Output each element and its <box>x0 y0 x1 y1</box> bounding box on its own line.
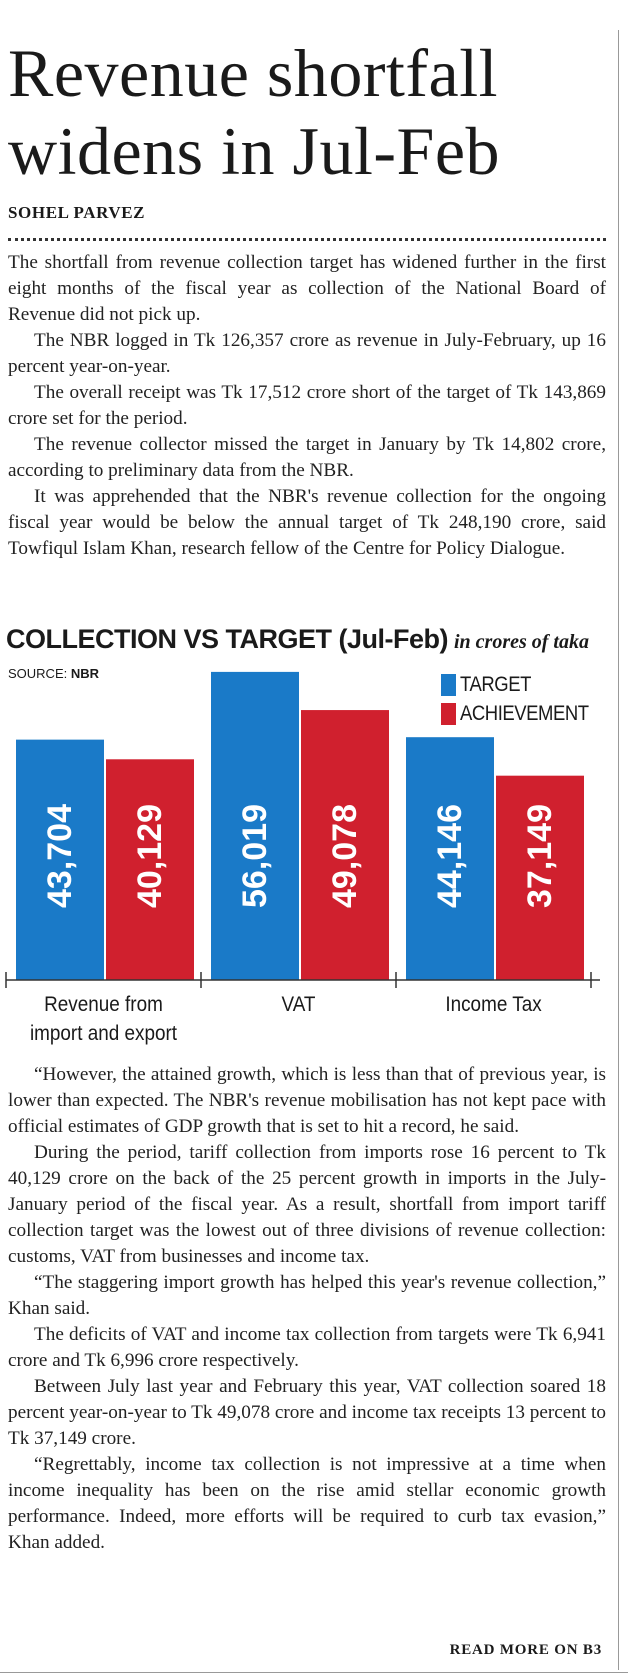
headline-line-1: Revenue shortfall <box>8 35 499 111</box>
column-rule <box>618 30 619 1670</box>
bar-value-label: 56,019 <box>236 804 274 908</box>
dotted-divider <box>8 238 606 241</box>
bar-value-label: 40,129 <box>131 804 169 908</box>
chart-unit-note: in crores of taka <box>453 631 589 653</box>
category-label-line: Income Tax <box>445 993 542 1016</box>
bottom-rule <box>0 1672 628 1673</box>
category-label <box>211 990 387 1019</box>
intro-paragraph: The shortfall from revenue collection target has widened further in the first eight months of the fiscal year as collection of the National Board of Revenue did not pick up. <box>8 252 606 325</box>
body-paragraph: The deficits of VAT and income tax collection from targets were Tk 6,941 crore and Tk 6,996 crore respectively. <box>8 1324 606 1371</box>
byline: SOHEL PARVEZ <box>8 203 146 222</box>
body-paragraph: Between July last year and February this year, VAT collection soared 18 percent year-on-year to Tk 49,078 crore and income tax receipts 13 percent to Tk 37,149 crore. <box>8 1376 606 1449</box>
read-more-link[interactable]: READ MORE ON B3 <box>449 1642 602 1658</box>
category-label-line: import and export <box>29 1022 178 1045</box>
body-text <box>8 1062 606 1556</box>
chart-source-name: NBR <box>70 666 100 681</box>
legend-label-achievement: ACHIEVEMENT <box>460 701 589 725</box>
body-paragraph: During the period, tariff collection from imports rose 16 percent to Tk 40,129 crore on the back of the 25 percent growth in imports in the July-January period of the fiscal year. As a result, shortfall from import tariff collection target was the lowest out of three divisions of revenue collection: customs, VAT from businesses and income tax. <box>8 1142 606 1267</box>
intro-paragraph: The overall receipt was Tk 17,512 crore short of the target of Tk 143,869 crore set for the period. <box>8 382 606 429</box>
chart-source-label: SOURCE: <box>8 666 68 681</box>
body-paragraph: “Regrettably, income tax collection is not impressive at a time when income inequality has been on the rise amid stellar economic growth performance. Indeed, more efforts will be required to curb tax evasion,” Khan added. <box>8 1454 606 1553</box>
chart-title-text: COLLECTION VS TARGET (Jul-Feb) <box>6 624 448 654</box>
legend-label-target: TARGET <box>460 672 531 696</box>
intro-paragraph: The revenue collector missed the target in January by Tk 14,802 crore, according to preliminary data from the NBR. <box>8 434 606 481</box>
category-label <box>16 990 192 1048</box>
bar-value-label: 44,146 <box>431 804 469 908</box>
intro-text <box>8 250 606 562</box>
body-paragraph: “However, the attained growth, which is less than that of previous year, is lower than expected. The NBR's revenue mobilisation has not kept pace with official estimates of GDP growth that is set to hit a record, he said. <box>8 1064 606 1137</box>
bar-value-label: 49,078 <box>326 804 364 908</box>
chart-title <box>6 624 589 655</box>
bar-value-label: 43,704 <box>41 804 79 908</box>
intro-paragraph: It was apprehended that the NBR's revenue collection for the ongoing fiscal year would be below the annual target of Tk 248,190 crore, said Towfiqul Islam Khan, research fellow of the Centre for Policy Dialogue. <box>8 486 606 559</box>
intro-paragraph: The NBR logged in Tk 126,357 crore as revenue in July-February, up 16 percent year-on-year. <box>8 330 606 377</box>
category-label-line: Revenue from <box>44 993 163 1016</box>
body-paragraph: “The staggering import growth has helped this year's revenue collection,” Khan said. <box>8 1272 606 1319</box>
bar-value-label: 37,149 <box>521 804 559 908</box>
category-label <box>406 990 582 1019</box>
bar-chart <box>0 660 610 1005</box>
headline <box>8 34 608 190</box>
category-label-line: VAT <box>281 993 316 1016</box>
headline-line-2: widens in Jul-Feb <box>8 113 501 189</box>
